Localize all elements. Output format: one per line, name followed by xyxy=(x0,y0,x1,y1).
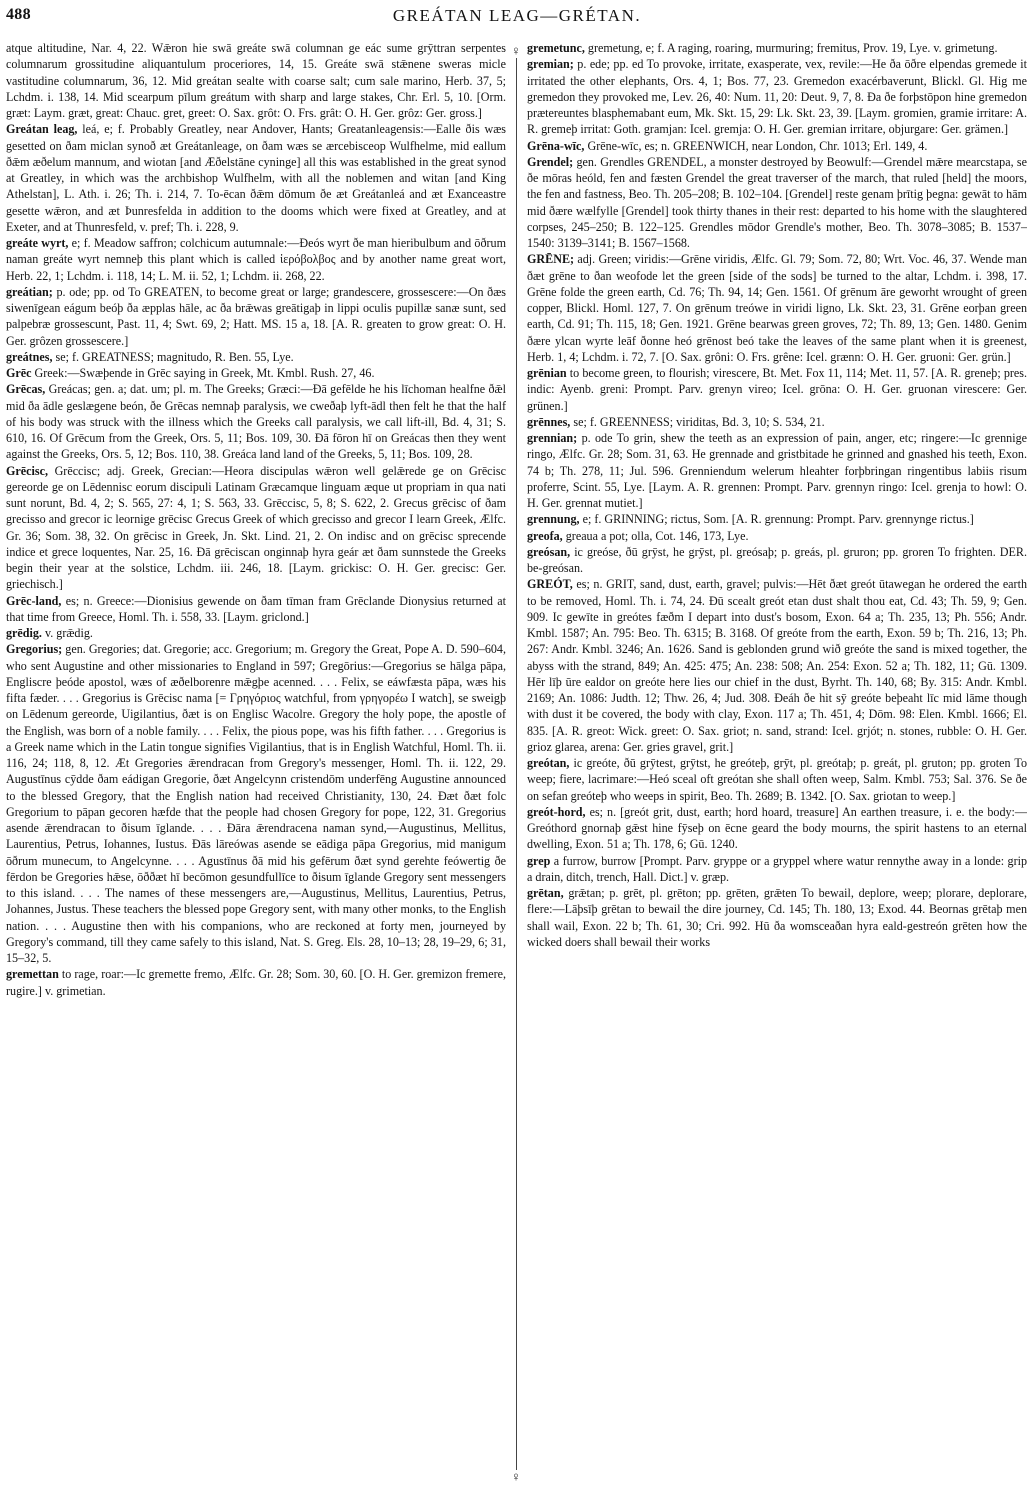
entry-headword: gremettan xyxy=(6,967,59,982)
dictionary-entry xyxy=(527,528,1027,544)
entry-definition: ic greóse, ðū grȳst, he grȳst, pl. greósaþ; p. greás, pl. gruron; pp. groren To frighten. DER. be-greósan. xyxy=(527,544,1027,575)
dictionary-entry xyxy=(6,381,506,462)
entry-definition: atque altitudine, Nar. 4, 22. Wǣron hie swā greáte swā columnan ge eác sume grȳttran serpentes columnarum grossitudine aliquantulum proceriores, 14, 15. Greáte swā stǣnene sweras micle vastitudine columnarum, 36, 12. Mid greátan sealte with coarse salt; cum sale marino, Herb. 37, 5; Lchdm. i. 138, 14. Mid scearpum pīlum greátum with sharp and large stakes, Chr. Erl. 5, 10. [Orm. græt: Laym. græt, great: Chauc. gret, greet: O. Sax. grôt: O. Frs. grât: O. H. Ger. grôz: Ger. gross.] xyxy=(6,41,506,120)
dictionary-entry xyxy=(527,576,1027,755)
entry-definition: p. ode; pp. od To GREATEN, to become great or large; grandescere, grossescere:—On ðæs siwenīgean eágum beóþ ða æpplas hāle, ac ða brǣwas greātigaþ in lippi oculis pupillæ sanæ sunt, sed palpebræ grossescunt, Past. 11, 4; Swt. 69, 2; Hatt. MS. 15 a, 18. [A. R. greaten to grow great: O. H. Ger. grôzen grossescere.] xyxy=(6,284,506,348)
entry-headword: Grēna-wīc, xyxy=(527,138,585,153)
entry-headword: GREÓT, xyxy=(527,577,573,592)
entry-definition: ic greóte, ðū grȳtest, grȳtst, he greóteþ, grȳt, pl. greótaþ; p. greát, pl. gruton; pp. groten To weep; fiere, lacrimare:—Heó sceal oft greótan she shall often weep, Salm. Kmbl. 753; Sal. 376. Se ðe on sefan greóteþ who weeps in spirit, Beo. Th. 2689; B. 1342. [O. Sax. griotan to weep.] xyxy=(527,756,1027,803)
entry-headword: Grēcas, xyxy=(6,382,46,397)
dictionary-entry xyxy=(6,966,506,999)
entry-headword: GRĒNE; xyxy=(527,252,575,267)
entry-definition: leá, e; f. Probably Greatley, near Andover, Hants; Greatanleagensis:—Ealle ðis wæs gesetted on ðam miclan synoð æt Greátanleage, on ðam wæs se ærcebisceop Wulfhelme, mid eallum ðǣm æðelum mannum, and wiotan [and Æðelstāne cyninge] all this was established in the great synod at Greatley, in which was the archbishop Wulfhelm, with all the noblemen and witan [and King Athelstan], L. Ath. i. 26; Th. i. 214, 7. To-ēcan ðǣm dōmum ðe æt Greátanleá and æt Exanceastre gesette wǣron, and æt Þunresfelda in addition to the dooms which were fixed at Greatley, and at Exeter, and at Thunresfeld, v. pref; Th. i. 228, 9. xyxy=(6,122,506,234)
entry-headword: gremian; xyxy=(527,57,574,72)
left-column xyxy=(6,40,506,1495)
dictionary-entry xyxy=(527,544,1027,577)
entry-definition: gremetung, e; f. A raging, roaring, murmuring; fremitus, Prov. 19, Lye. v. grimetung. xyxy=(587,41,998,55)
entry-definition: se; f. GREATNESS; magnitudo, R. Ben. 55, Lye. xyxy=(55,349,294,364)
entry-headword: Greátan leag, xyxy=(6,122,78,137)
dictionary-entry xyxy=(527,251,1027,365)
dictionary-entry xyxy=(527,853,1027,886)
dictionary-entry xyxy=(527,430,1027,511)
entry-headword: greótan, xyxy=(527,756,570,770)
dictionary-entry xyxy=(6,463,506,593)
entry-definition: e; f. GRINNING; rictus, Som. [A. R. grennung: Prompt. Parv. grennynge rictus.] xyxy=(582,512,974,527)
right-column xyxy=(527,40,1027,1495)
entry-headword: greofa, xyxy=(527,528,563,543)
entry-headword: greátian; xyxy=(6,284,53,299)
dictionary-entry xyxy=(527,755,1027,804)
entry-definition: a furrow, burrow [Prompt. Parv. gryppe or a gryppel where watur rennythe away in a londe: grip a drain, ditch, trench, Hall. Dict.] v. græp. xyxy=(527,853,1027,884)
page-number: 488 xyxy=(6,6,31,23)
entry-headword: Grēc xyxy=(6,366,32,380)
entry-headword: Gregorius; xyxy=(6,642,63,657)
dictionary-entry xyxy=(527,154,1027,252)
entry-definition: gen. Grendles GRENDEL, a monster destroyed by Beowulf:—Grendel mǣre mearcstapa, se ðe mōras heóld, fen and fæsten Grendel the great traverser of the march, that ruled [held] the moors, the fen and fastness, Beo. Th. 205–208; B. 102–104. [Grendel] reste genam þrītig þegna: gewāt to hām mid ðære wælfylle [Grendel] took thirty thanes in their rest: departed to his home with the slaughtered corpses, 245–250; B. 122–125. Grendles mōdor Grendle's mother, Beo. Th. 3078–3085; B. 1537–1540: 3139–3141; B. 1567–1568. xyxy=(527,154,1027,250)
entry-headword: grētan, xyxy=(527,886,564,900)
entry-headword: grennian; xyxy=(527,431,578,445)
entry-definition: Greek:—Swæþende in Grēc saying in Greek, Mt. Kmbl. Rush. 27, 46. xyxy=(34,366,375,380)
entry-headword: grennung, xyxy=(527,512,580,527)
entry-definition: Grēccisc; adj. Greek, Grecian:—Heora discipulas wǣron well gelǣrede ge on Grēcisc gereorde ge on Lēdennisc eorum discipuli Latinam Græcamque linguam æque ut propriam in qua nati sunt norunt, Bd. 4, 2; S. 565, 27: 4, 1; S. 563, 33. Grēccisc, 5, 8; S. 622, 2. Grecus grēcisc of ðam grecisso and grecor ic leornige grēcisc Grecus Greek of which grecisso and grecor I learn Greek, Ælfc. Gr. 36; Som. 38, 32. On grēcisc in Greek, Jn. Skt. Lind. 21, 2. On indisc and on grēcisc sprecende indice et grece loquentes, Nar. 25, 16. Ðā grēciscan onginnaþ hyra geár æt ðam sunnstede the Greeks begin their year at the solstice, Lchdm. iii. 246, 18. [Laym. grickisc: O. H. Ger. grecisc: Ger. griechisch.] xyxy=(6,463,506,592)
entry-headword: Grēcisc, xyxy=(6,463,48,478)
bottom-ornament-icon: ♀ xyxy=(509,1470,523,1484)
entry-definition: greaua a pot; olla, Cot. 146, 173, Lye. xyxy=(565,528,749,543)
page-header xyxy=(6,6,1028,32)
entry-definition: es; n. [greót grit, dust, earth; hord hoard, treasure] An earthen treasure, i. e. the body:—Greóthord gnornaþ gǣst hine fȳseþ on ēcne geard the body mourns, the spirit hastens to an eternal dwelling, Exon. 51 a; Th. 178, 6; Gū. 1240. xyxy=(527,804,1027,852)
entry-definition: es; n. GRIT, sand, dust, earth, gravel; pulvis:—Hēt ðæt greót ūtawegan he ordered the earth to be removed, Homl. Th. i. 74, 24. Ðū scealt greót etan dust shalt thou eat, Cd. 43; Th. 59, 9; Gen. 909. Ic gewīte in greótes fæðm I depart into dust's bosom, Exon. 64 a; Th. 235, 13; Ph. 556; Andr. Kmbl. 1587; An. 795: Beo. Th. 6315; B. 3168. Of greóte from the earth, Exon. 59 b; Th. 216, 13; Ph. 267: Andr. Kmbl. 3246; An. 1626. Sand is geblonden grund wið greóte the sand is mixed together, the abyss with the strand, 849; An. 425: 475; An. 238: 508; An. 254: Exon. 52 a; Th. 182, 11; Gū. 1309. Hēr līþ ūre ealdor on greóte here lies our chief in the dust, Byrht. Th. 140, 68; By. 315: Andr. Kmbl. 2169; An. 1086: Judth. 12; Thw. 26, 4; Jud. 308. Ðeáh ðe hit sȳ greóte beþeaht līc mid lāme though with dust it be covered, the body with clay, Exon. 117 a; Th. 451, 4; Dōm. 98: Elen. Kmbl. 1666; El. 835. [A. R. greot: Wick. greet: O. Sax. griot; n. sand, strand: Icel. grjót; n. stones, rubble: O. H. Ger. grioz glarea, arena: Ger. gries gravel, grit.] xyxy=(527,577,1027,754)
entry-headword: Grēc-land, xyxy=(6,593,62,608)
entry-definition: to become green, to flourish; virescere, Bt. Met. Fox 11, 114; Met. 11, 57. [A. R. greneþ; pres. indic: Ayenb. greni: Prompt. Parv. grenyn vireo; Icel. grōna: O. H. Ger. gruonan virescere: Ger. grünen.] xyxy=(527,366,1027,413)
dictionary-entry xyxy=(6,349,506,365)
top-ornament-icon: ♀ xyxy=(509,44,523,58)
dictionary-entry xyxy=(6,235,506,284)
entry-definition: Greácas; gen. a; dat. um; pl. m. The Greeks; Græci:—Ðā gefēlde he his līchoman healfne ðǣl mid ða ādle geslægene beón, ðe Grēcas nemnaþ paralysis, we cweðaþ lyft-ādl then felt he that the half of his body was struck with the illness which the Greeks call paralysis, we call lift-ill, Bd. 4, 31; S. 610, 16. Of Grēcum from the Greek, Ors. 5, 11; Bos. 109, 30. Ðā fōron hī on Greácas then they went against the Greeks, Ors. 5, 12; Bos. 110, 38. Greáca land land of the Greeks, 5, 11; Bos. 109, 28. xyxy=(6,382,506,462)
entry-headword: greátnes, xyxy=(6,349,53,364)
dictionary-entry xyxy=(527,511,1027,527)
entry-definition: to rage, roar:—Ic gremette fremo, Ælfc. Gr. 28; Som. 30, 60. [O. H. Ger. gremizon fremere, rugire.] v. grimetian. xyxy=(6,967,506,998)
dictionary-entry xyxy=(6,365,506,381)
entry-definition: Grēne-wīc, es; n. GREENWICH, near London, Chr. 1013; Erl. 149, 4. xyxy=(587,138,928,153)
dictionary-entry xyxy=(527,138,1027,154)
entry-definition: es; n. Greece:—Dionisius gewende on ðam tīman fram Grēclande Dionysius returned at that time from Greece, Homl. Th. i. 558, 33. [Laym. griclond.] xyxy=(6,593,506,624)
entry-headword: gremetunc, xyxy=(527,41,585,55)
entry-definition: e; f. Meadow saffron; colchicum autumnale:—Ðeós wyrt ðe man hieribulbum and ōðrum naman greáte wyrt nemneþ this plant which is called ἱερόβολβος and by another name great wort, Herb. 22, 1; Lchdm. i. 118, 14; L. M. ii. 52, 1; Lchdm. ii. 268, 22. xyxy=(6,236,506,283)
entry-definition: v. grǣdig. xyxy=(44,626,93,640)
entry-definition: gen. Gregories; dat. Gregorie; acc. Gregorium; m. Gregory the Great, Pope A. D. 590–604, who sent Augustine and other missionaries to England in 597; Gregōrius:—Gregorius se hālga pāpa, Engliscre þeóde apostol, wæs of æðelborenre mǣgþe acenned. . . . Felix, se eáwfæsta pāpa, wæs his fifta fæder. . . . Gregorius is Grēcisc nama [= Γρηγόριος watchful, from γρηγορέω I watch], se sweigþ on Lēdenum gereorde, Uigilantius, ðæt is on Englisc Wacolre. Gregory the holy pope, the apostle of the English, was born of a noble family. . . . Felix, the pious pope, was his fifth father. . . . Gregorius is a Greek name which in the Latin tongue signifies Vigilantius, that is in English Watchful, Homl. Th. ii. 116, 24; 118, 8, 12. Æt Gregories ǣrendracan from Gregory's messenger, Homl. Th. ii. 122, 29. Augustīnus cȳdde ðam eádigan Gregorie, ðæt Angelcynn cristendōm underfēng Augustine announced to the blessed Gregory, that the English nation had received Christianity, 130, 24. Ðæt ðæt folc Gregorium to pāpan gecoren hæfde that the people had chosen Gregory for pope, 122, 31. Gregorius asende ǣrendracan to ðisum īglande. . . . Ðāra ǣrendracena naman synd,—Augustinus, Mellitus, Laurentius, Petrus, Iohannes, Iustus. Ðās lāreówas asende se eādiga pāpa Gregorius, mid manigum ōðrum munecum, to Angelcynne. . . . Agustīnus ðā mid his gefērum ðæt synd gerehte feówertig ðe fērdon be Gregories hǣse, ōððæt hī becōmon gesundfullīce to ðisum īglande Gregory sent messengers to this island. . . . The names of these messengers are,—Augustinus, Mellitus, Laurentius, Petrus, Johannes, Justus. These teachers the blessed pope Gregory sent, with many other monks, to the English nation. . . . Augustine then with his companions, who are reckoned at forty men, journeyed by Gregory's command, till they came safely to this island, Nat. S. Greg. Els. 28, 10–13; 28, 19–29, 6; 31, 15–32, 5. xyxy=(6,642,506,965)
dictionary-entry xyxy=(6,40,506,121)
dictionary-entry xyxy=(527,365,1027,414)
dictionary-entry xyxy=(6,625,506,641)
dictionary-entry xyxy=(6,593,506,626)
entry-headword: grep xyxy=(527,853,551,868)
dictionary-entry xyxy=(527,885,1027,950)
entry-headword: grēnnes, xyxy=(527,414,571,429)
dictionary-entry xyxy=(527,804,1027,853)
entry-definition: p. ede; pp. ed To provoke, irritate, exasperate, vex, revile:—He ða ōðre elpendas gremede it irritated the other elephants, Ors. 4, 1; Bos. 77, 23. Gremedon exacérbaverunt, Blickl. Gl. Hig me gremedon they provoked me, Lev. 26, 40: Num. 11, 20: Deut. 9, 7, 8. Ða ðe forþstōpon hine gremedon prætereuntes blasphemabant eum, Mk. Skt. 15, 29: Lk. Skt. 23, 39. [Laym. gromien, gramie irritare: A. R. gremeþ irritat: Goth. gramjan: Icel. gremja: O. H. Ger. gremian irritare, objurgare: Ger. grämen.] xyxy=(527,57,1027,137)
entry-headword: grēnian xyxy=(527,366,567,380)
dictionary-entry xyxy=(6,641,506,966)
dictionary-entry xyxy=(527,414,1027,430)
dictionary-entry xyxy=(527,56,1027,137)
entry-definition: adj. Green; viridis:—Grēne viridis, Ælfc. Gl. 79; Som. 72, 80; Wrt. Voc. 46, 37. Wende man ðæt grēne to ðan weofode let the green [side of the sods] be turned to the altar, Lchdm. i. 398, 17. Grēne folde the green earth, Cd. 76; Th. 94, 14; Gen. 1561. Of grēnum āre geworht wrought of green copper, Blickl. Homl. 127, 7. On grēnum treówe in viridi ligno, Lk. Skt. 23, 31. Grēne eorþan green earth, Cd. 91; Th. 115, 18; Gen. 1921. Grēne bearwas green groves, 72; Th. 89, 13; Gen. 1480. Genim ðære ylcan wyrte leāf ðonne heó grēnost beó take the leaves of the same plant when it is greenest, Herb. 1, 4; Lchdm. i. 72, 7. [O. Sax. grôni: O. Frs. grêne: Icel. grænn: O. H. Ger. gruoni: Ger. grün.] xyxy=(527,252,1027,364)
entry-headword: greáte wyrt, xyxy=(6,236,69,250)
entry-definition: p. ode To grin, shew the teeth as an expression of pain, anger, etc; ringere:—Ic grennige ringo, Ælfc. Gr. 28; Som. 31, 63. He grennade and gristbitade he grinned and gnashed his teeth, Exon. 74 b; Th. 278, 11; Jul. 596. Grenniendum welerum hleahter forþbringan ringentibus labiis risum proferre, Scint. 55, Lye. [Laym. A. R. grennen: Prompt. Parv. grennyn ringo: Icel. grenja to howl: O. H. Ger. grennat mutiet.] xyxy=(527,431,1027,510)
dictionary-entry xyxy=(527,40,1027,56)
running-title: GREÁTAN LEAG—GRÉTAN. xyxy=(392,6,642,25)
dictionary-entry xyxy=(6,284,506,349)
entry-headword: grēdig. xyxy=(6,626,42,640)
entry-definition: grǣtan; p. grēt, pl. grēton; pp. grēten, grǣten To bewail, deplore, weep; plorare, deplorare, flere:—Lāþsīþ grētan to bewail the dire journey, Cd. 145; Th. 180, 13; Exod. 44. Beornas grētaþ men shall wail, Exon. 22 b; Th. 61, 30; Cri. 992. Hū ða womsceaðan hyra eald-gestreón grēten how the wicked doers shall bewail their works xyxy=(527,886,1027,949)
entry-headword: Grendel; xyxy=(527,154,574,169)
entry-headword: greósan, xyxy=(527,544,571,559)
entry-definition: se; f. GREENNESS; viriditas, Bd. 3, 10; S. 534, 21. xyxy=(573,414,825,429)
entry-headword: greót-hord, xyxy=(527,804,586,819)
two-column-body xyxy=(6,40,1028,1495)
column-divider xyxy=(516,54,517,1472)
dictionary-entry xyxy=(6,121,506,235)
